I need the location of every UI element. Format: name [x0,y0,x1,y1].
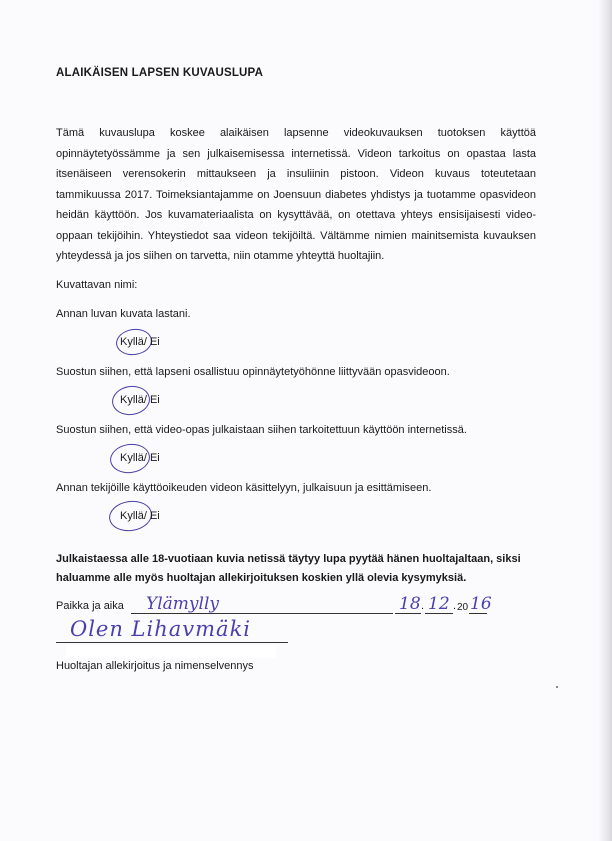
yes-option[interactable]: Kyllä/ [120,394,147,406]
guardian-signature[interactable]: Olen Lihavmäki [70,617,252,641]
place-handwritten[interactable]: Ylämylly [146,594,219,614]
question-1-text: Annan luvan kuvata lastani. [56,308,191,320]
question-2-text: Suostun siihen, että lapseni osallistuu opinnäytetyöhönne liittyvään opasvideoon. [56,366,450,378]
date-separator-2: . [453,600,457,612]
date-month-handwritten[interactable]: 12 [428,594,450,614]
redacted-name-area [66,645,276,658]
intro-paragraph: Tämä kuvauslupa koskee alaikäisen lapsenne videokuvauksen tuotoksen käyttöä opinnäytetyössämme ja sen julkaisemisessa internetissä. Videon tarkoitus on opastaa lasta itsenäiseen verensokerin mittaukseen ja insuliinin pistoon. Videon kuvaus toteutetaan tammikuussa 2017. Toimeksiantajamme on Joensuun diabetes yhdistys ja tuotamme opasvideon heidän käyttöön. Jos kuvamateriaalista on kysyttävää, on otettava yhteys ensisijaisesti video-oppaan tekijöihin. Yhteystiedot saa videon tekijöiltä. Vältämme nimien mainitsemista kuvauksen yhteydessä ja jos siihen on tarvetta, niin otamme yhteyttä huoltajiin. [56,127,536,262]
no-option[interactable]: Ei [149,452,160,464]
scan-speck [556,686,558,688]
question-2-choice [120,394,160,406]
question-4-text: Annan tekijöille käyttöoikeuden videon käsittelyyn, julkaisuun ja esittämiseen. [56,482,432,494]
question-1-choice [120,336,160,348]
date-year-handwritten[interactable]: 16 [470,594,492,614]
signature-underline [56,642,288,643]
yes-option[interactable]: Kyllä/ [120,452,147,464]
document-title: ALAIKÄISEN LAPSEN KUVAUSLUPA [56,67,264,79]
date-day-handwritten[interactable]: 18 [399,594,421,614]
date-separator-1: . [421,600,425,612]
yes-option[interactable]: Kyllä/ [120,510,147,522]
question-4-choice [120,510,160,522]
place-date-label: Paikka ja aika [56,600,124,612]
no-option[interactable]: Ei [149,510,160,522]
question-3-choice [120,452,160,464]
guardian-notice: Julkaistaessa alle 18-vuotiaan kuvia netissä täytyy lupa pyytää hänen huoltajaltaan, siksi haluamme alle myös huoltajan allekirjoituksen koskien yllä olevia kysymyksiä. [56,553,521,584]
no-option[interactable]: Ei [149,394,160,406]
question-3-text: Suostun siihen, että video-opas julkaistaan siihen tarkoitettuun käyttöön internetissä. [56,424,467,436]
no-option[interactable]: Ei [149,336,160,348]
yes-option[interactable]: Kyllä/ [120,336,147,348]
signature-label: Huoltajan allekirjoitus ja nimenselvennys [56,660,254,672]
page-edge-shadow [598,0,612,841]
date-year-prefix: 20 [457,602,469,613]
subject-name-label: Kuvattavan nimi: [56,279,138,291]
